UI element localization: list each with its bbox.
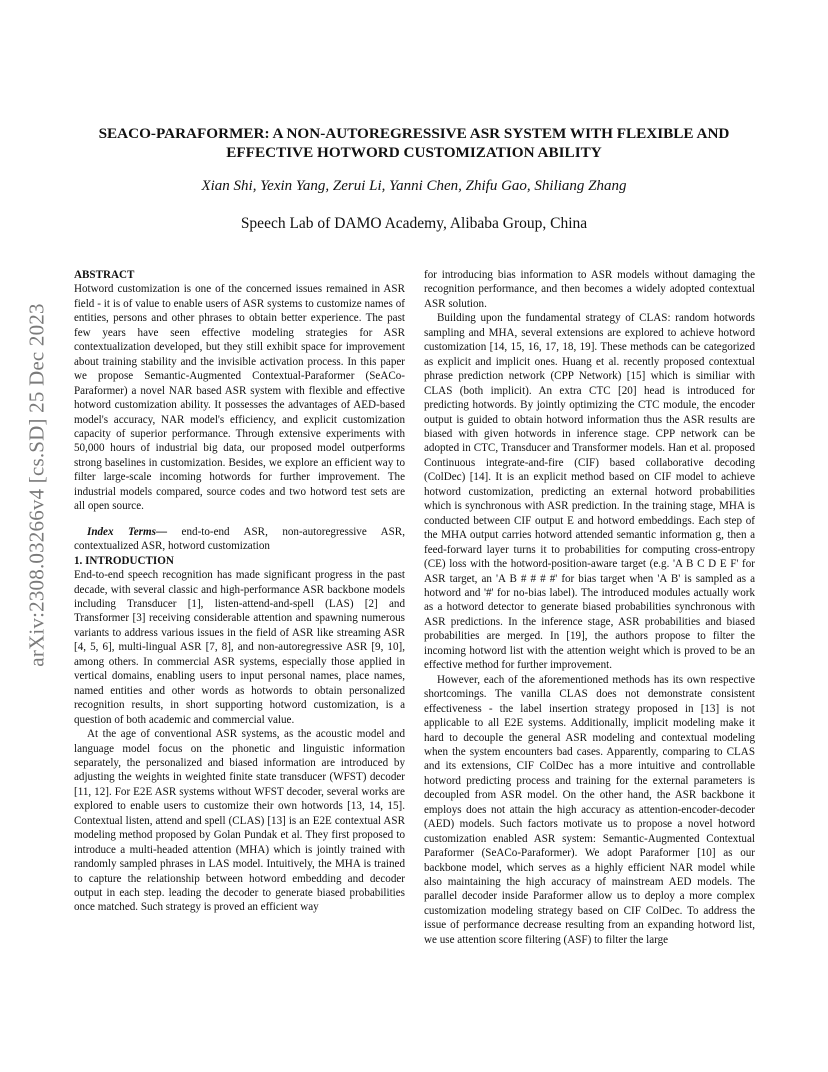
intro-paragraph-2: At the age of conventional ASR systems, as the acoustic model and language model focus on the phonetic and linguistic information separately, the personalized and biased information are introduced by adjusting the weights in weighted finite state transducer (WFST) decoder [11, 12]. For E2E ASR systems without WFST decoder, several works are explored to enable users to customize their own hotwords [13, 14, 15]. Contextual listen, attend and spell (CLAS) [13] is an E2E contextual ASR modeling method proposed by Golan Pundak et al. They first proposed to introduce a multi-headed attention (MHA) which is jointly trained with randomly sampled phrases in LAS model. Intuitively, the MHA is trained to capture the relationship between hotword embedding and decoder output in each step. leading the decoder to generate biased probabilities once matched. Such strategy is proved an efficient way [74, 728, 405, 914]
left-column [74, 268, 405, 915]
abstract-text: Hotword customization is one of the concerned issues remained in ASR field - it is of value to enable users of ASR systems to customize names of entities, persons and other phrases to obtain better experience. The past few years have seen effective modeling strategies for ASR contextualization developed, but they still exhibit space for improvement about training stability and the invisible activation process. In this paper we propose Semantic-Augmented Contextual-Paraformer (SeACo-Paraformer) a novel NAR based ASR system with flexible and effective hotword customization ability. It possesses the advantages of AED-based model's accuracy, NAR model's efficiency, and explicit customization capacity of superior performance. Through extensive experiments with 50,000 hours of industrial big data, our proposed model outperforms strong baselines in customization. Besides, we explore an efficient way to filter large-scale incoming hotwords for further improvement. The industrial models compared, source codes and two hotword test sets are all open source. [74, 283, 405, 513]
intro-paragraph-4: Building upon the fundamental strategy of CLAS: random hotwords sampling and MHA, several extensions are explored to achieve hotword customization [14, 15, 16, 17, 18, 19]. These methods can be categorized as explicit and implicit ones. Huang et al. recently proposed contextual phrase prediction network (CPP Network) [15] which is similiar with CLAS (both implicit). An extra CTC [20] head is introduced for predicting hotwords. By jointly optimizing the CTC module, the encoder output is guided to obtain hotword information thus the ASR results are biased with given hotwords in inference stage. CPP network can be adopted in CTC, Transducer and Transformer models. Han et al. proposed Continuous integrate-and-fire (CIF) based collaborative decoding (ColDec) [14]. It is an explicit method based on CIF model to achieve hotword customization, predicting an external hotword probabilities which is synchronous with ASR prediction. In the training stage, MHA is conducted between CIF output E and hotword embeddings. Each step of the MHA output carries hotword attended semantic information g, then a feed-forward layer turns it to probabilities for computing cross-entropy (CE) loss with the hotword-position-aware target (e.g. 'A B C D E F' for ASR target, an 'A B # # # #' for bias target when 'A B' is sampled as a hotword and '#' for no-bias label). The introduced modules actually work as a hotword detector to generate biased probabilities synchronous with ASR predictions. In the inference stage, ASR probabilities and biased probabilities are merged. In [19], the authors propose to filter the incoming hotword list with the attention weight which is proved to be an effective method for further improvement. [424, 312, 755, 672]
arxiv-identifier [22, 290, 52, 680]
index-terms-label: Index Terms— [87, 525, 168, 538]
arxiv-identifier-text: arXiv:2308.03266v4 [cs.SD] 25 Dec 2023 [24, 303, 49, 667]
author-list: Xian Shi, Yexin Yang, Zerui Li, Yanni Chen, Zhifu Gao, Shiliang Zhang [201, 178, 627, 194]
intro-paragraph-1: End-to-end speech recognition has made significant progress in the past decade, with several classic and high-performance ASR backbone models including Transducer [1], listen-attend-and-spell (LAS) [2] and Transformer [3] receiving considerable attention and spawning numerous variants to address various issues in the field of ASR like streaming ASR [4, 5, 6], multi-lingual ASR [7, 8], and non-autoregressive ASR [9, 10], among others. In commercial ASR systems, especially those applied in vertical domains, enabling users to input personal names, place names, named entities and other words as hotwords to obtain personalized recognition results, in short supporting hotword customization, is a question of both academic and commercial value. [74, 569, 405, 726]
paper-title: SEACO-PARAFORMER: A NON-AUTOREGRESSIVE ASR SYSTEM WITH FLEXIBLE AND EFFECTIVE HOTWORD CUSTOMIZATION ABILITY [98, 125, 730, 161]
index-terms-text: end-to-end ASR, non-autoregressive ASR, contextualized ASR, hotword customization [74, 525, 405, 553]
affiliation: Speech Lab of DAMO Academy, Alibaba Group, China [240, 215, 588, 232]
index-terms [74, 525, 405, 554]
intro-paragraph-5: However, each of the aforementioned methods has its own respective shortcomings. The vanilla CLAS does not demonstrate consistent effectiveness - the label insertion strategy proposed in [13] is not applicable to all E2E systems. Additionally, implicit modeling make it hard to decouple the general ASR modeling and contextual modeling when the system encounters bad cases. Apparently, comparing to CLAS and its extensions, CIF ColDec has a more intuitive and controllable hotword predicting process and training for the external parameters is decoupled from ASR model. On the other hand, the ASR backbone it employs does not attain the high accuracy as attention-encoder-decoder (AED) models. Such factors motivate us to propose a novel hotword customization enabled ASR system: Semantic-Augmented Contextual Paraformer (SeACo-Paraformer). We adopt Paraformer [10] as our backbone model, which serves as a highly efficient NAR model while also maintaining the high accuracy of mainstream AED models. The parallel decoder inside Paraformer allow us to deploy a more complex customization modeling strategy based on CIF ColDec. To address the issue of performance decrease resulting from an expanding hotword list, we use attention score filtering (ASF) to filter the large [424, 673, 755, 946]
abstract-heading: ABSTRACT [74, 269, 135, 281]
intro-paragraph-3: for introducing bias information to ASR models without damaging the recognition performance, and then becomes a widely adopted contextual ASR solution. [424, 269, 755, 310]
introduction-heading: 1. INTRODUCTION [74, 554, 174, 567]
right-column [424, 268, 755, 947]
